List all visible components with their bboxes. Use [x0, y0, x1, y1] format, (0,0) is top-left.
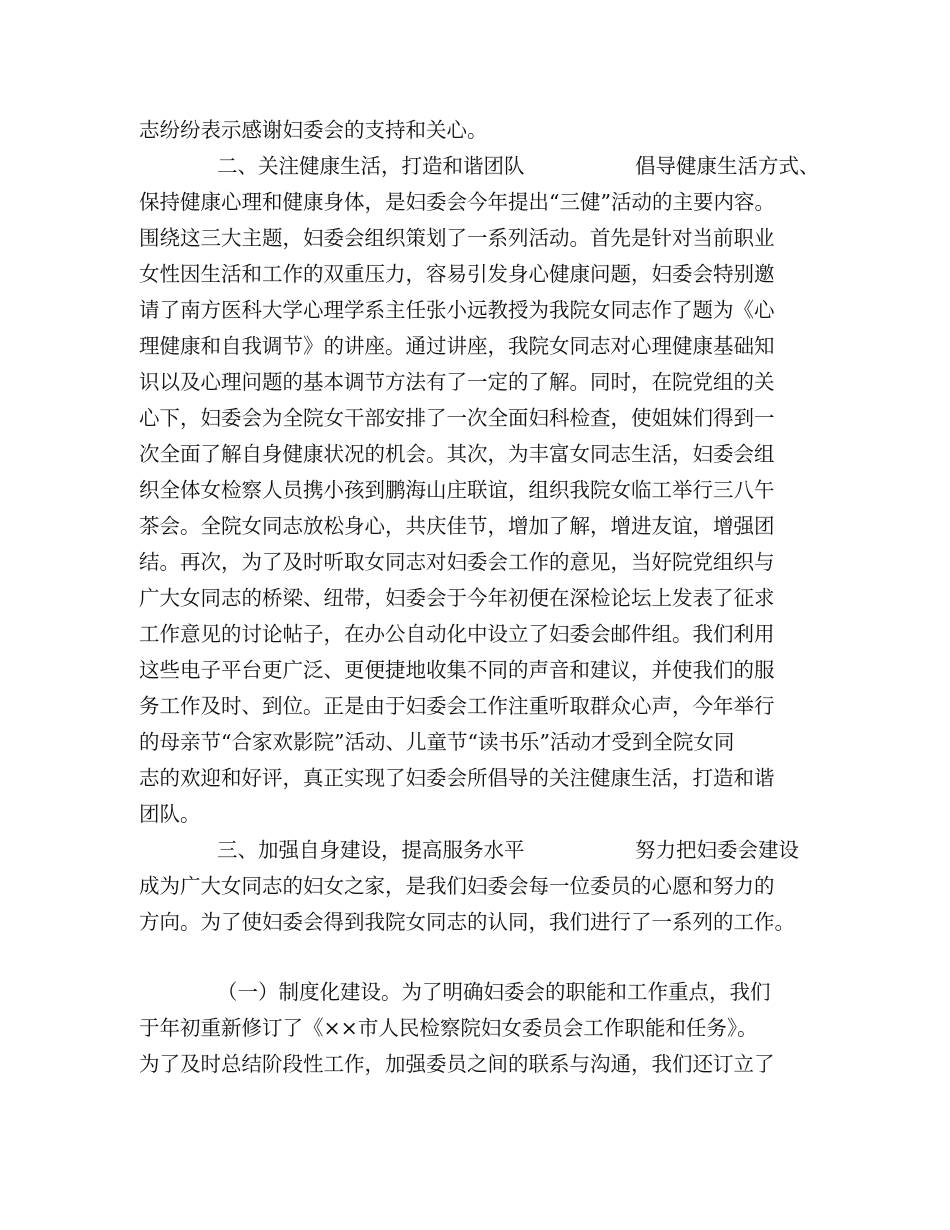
text-line: 的母亲节“合家欢影院”活动、儿童节“读书乐”活动才受到全院女同 — [139, 730, 735, 754]
text-line: 团队。 — [139, 802, 201, 826]
text-line: 请了南方医科大学心理学系主任张小远教授为我院女同志作了题为《心 — [139, 298, 775, 322]
text-line: 次全面了解自身健康状况的机会。其次，为丰富女同志生活，妇委会组 — [139, 442, 775, 466]
section-heading: 二、关注健康生活，打造和谐团队 — [217, 154, 525, 178]
text-line: 为了及时总结阶段性工作，加强委员之间的联系与沟通，我们还订立了 — [139, 1052, 775, 1076]
text-line: 结。再次，为了及时听取女同志对妇委会工作的意见，当好院党组织与 — [139, 550, 775, 574]
text-line: 围绕这三大主题，妇委会组织策划了一系列活动。首先是针对当前职业 — [139, 226, 775, 250]
text-line-continuation: 努力把妇委会建设 — [635, 838, 799, 862]
section-heading-row — [217, 836, 837, 864]
text-line: 务工作及时、到位。正是由于妇委会工作注重听取群众心声，今年举行 — [139, 694, 775, 718]
text-line: 这些电子平台更广泛、更便捷地收集不同的声音和建议，并使我们的服 — [139, 658, 775, 682]
text-line: 于年初重新修订了《××市人民检察院妇女委员会工作职能和任务》。 — [139, 1016, 758, 1040]
text-line: 茶会。全院女同志放松身心，共庆佳节，增加了解，增进友谊，增强团 — [139, 514, 775, 538]
section-heading: 三、加强自身建设，提高服务水平 — [217, 838, 525, 862]
text-line: 心下，妇委会为全院女干部安排了一次全面妇科检查，使姐妹们得到一 — [139, 406, 775, 430]
text-line: 志纷纷表示感谢妇委会的支持和关心。 — [139, 118, 488, 142]
text-line: 识以及心理问题的基本调节方法有了一定的了解。同时，在院党组的关 — [139, 370, 775, 394]
section-heading-row — [217, 152, 837, 180]
text-line: 织全体女检察人员携小孩到鹏海山庄联谊，组织我院女临工举行三八午 — [139, 478, 775, 502]
subsection-line: （一）制度化建设。为了明确妇委会的职能和工作重点，我们 — [217, 980, 771, 1004]
text-line-continuation: 倡导健康生活方式、 — [635, 154, 820, 178]
text-line: 成为广大女同志的妇女之家，是我们妇委会每一位委员的心愿和努力的 — [139, 874, 775, 898]
text-line: 方向。为了使妇委会得到我院女同志的认同，我们进行了一系列的工作。 — [139, 910, 795, 934]
text-line: 理健康和自我调节》的讲座。通过讲座，我院女同志对心理健康基础知 — [139, 334, 775, 358]
text-line: 志的欢迎和好评，真正实现了妇委会所倡导的关注健康生活，打造和谐 — [139, 766, 775, 790]
text-line: 女性因生活和工作的双重压力，容易引发身心健康问题，妇委会特别邀 — [139, 262, 775, 286]
text-line: 广大女同志的桥梁、纽带，妇委会于今年初便在深检论坛上发表了征求 — [139, 586, 775, 610]
text-line: 保持健康心理和健康身体，是妇委会今年提出“三健”活动的主要内容。 — [139, 190, 775, 214]
text-line: 工作意见的讨论帖子，在办公自动化中设立了妇委会邮件组。我们利用 — [139, 622, 775, 646]
